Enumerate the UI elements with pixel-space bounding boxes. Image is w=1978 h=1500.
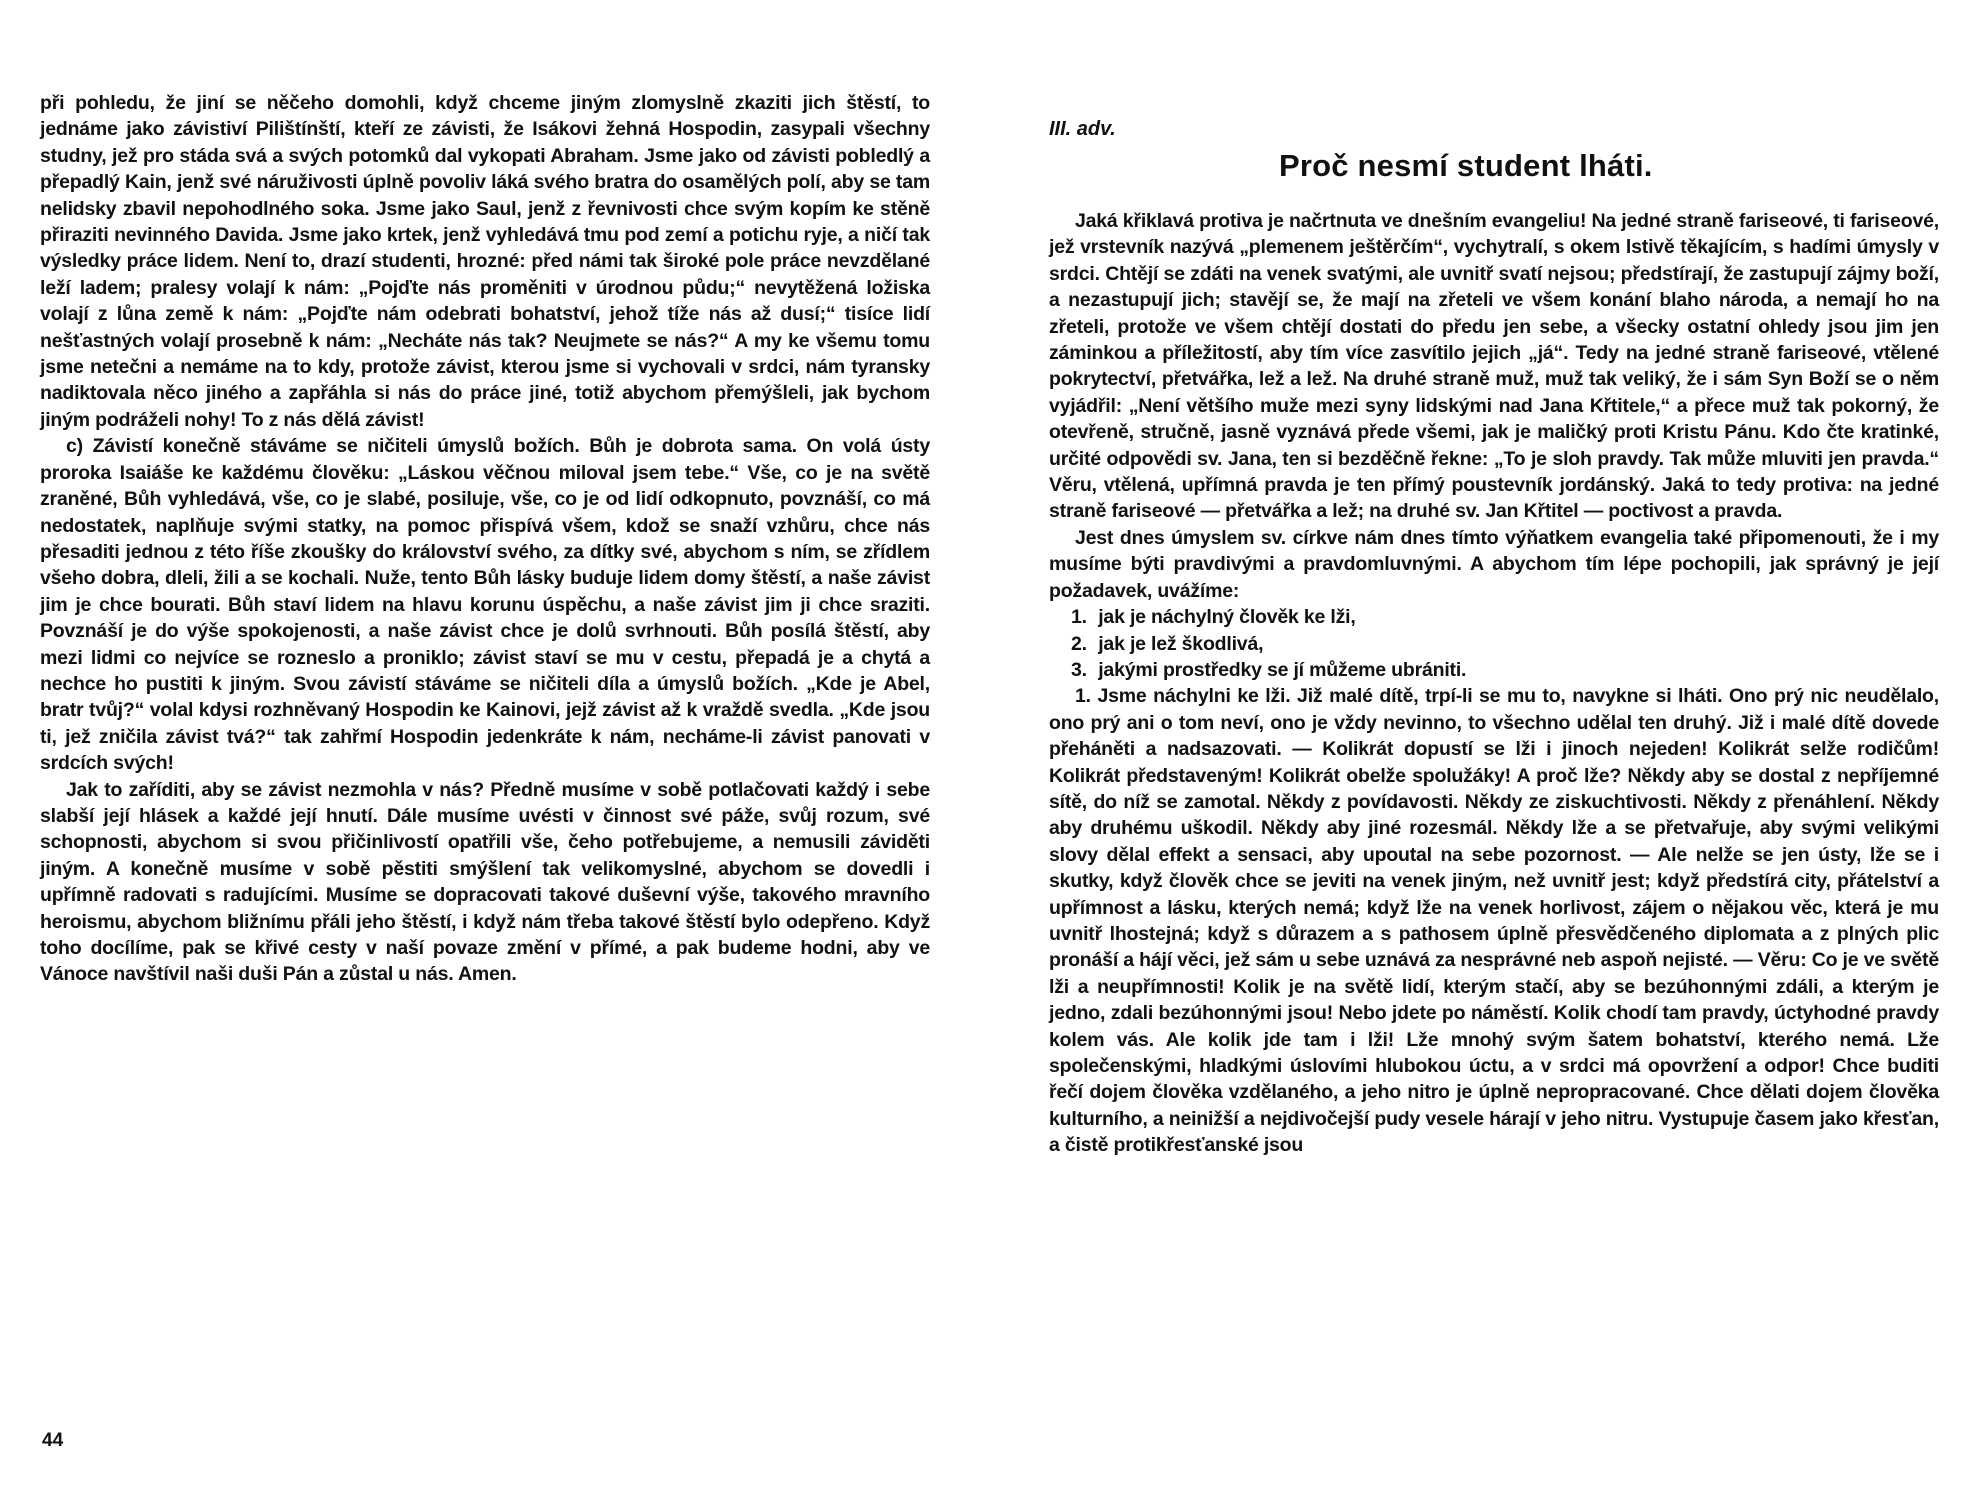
paragraph: c) Závistí konečně stáváme se ničiteli úmyslů božích. Bůh je dobrota sama. On volá ústy proroka Isaiáše ke každému člověku: „Láskou věčnou miloval jsem tebe.“ Vše, co je na světě zraněné, Bůh vyhledává, vše, co je slabé, posiluje, vše, co je od lidí odkopnuto, povznáší, co má nedostatek, naplňuje svými statky, na pomoc přispívá všem, kdož se snaží vzhůru, chce nás přesaditi jednou z této říše zkoušky do království svého, za dítky své, abychom s ním, se zřídlem všeho dobra, dleli, žili a se kochali. Nuže, tento Bůh lásky buduje lidem domy štěstí, a naše závist jim je chce bourati. Bůh staví lidem na hlavu korunu úspěchu, a naše závist jim ji chce sraziti. Povznáší je do výše spokojenosti, a naše závist chce je dolů svrhnouti. Bůh posílá štěstí, aby mezi lidmi co nejvíce se rozneslo a proniklo; závist staví se mu v cestu, přepadá je a chytá a nechce ho pustiti k jiným. Svou závistí stáváme se ničiteli díla a úmyslů božích. „Kde je Abel, bratr tvůj?“ volal kdysi rozhněvaný Hospodin ke Kainovi, jejž závist až k vraždě svedla. „Kde jsou ti, jež zničila závist tvá?“ tak zahřmí Hospodin jedenkráte k nám, necháme-li závist panovati v srdcích svých! xyxy=(40,435,930,775)
outline-list xyxy=(1049,604,1939,683)
list-text: jak je náchylný člověk ke lži, xyxy=(1098,606,1356,629)
right-text-column xyxy=(1049,208,1939,1159)
list-item xyxy=(1049,631,1939,657)
paragraph: Jaká křiklavá protiva je načrtnuta ve dnešním evangeliu! Na jedné straně fariseové, ti fariseové, jež vrstevník nazývá „plemenem ještěrčím“, vychytralí, s okem lstivě těkajícím, s hadími úmysly v srdci. Chtějí se zdáti na venek svatými, ale uvnitř svatí nejsou; předstírají, že zastupují zájmy boží, a nezastupují jich; stavějí se, že mají na zřeteli ve všem konání blaho národa, a nemají ho na zřeteli, protože ve všem chtějí dostati do předu jen sebe, a všecky ostatní ohledy jsou jim jen záminkou a příležitostí, aby tím více zasvítilo jejich „já“. Tedy na jedné straně fariseové, vtělené pokrytectví, přetvářka, lež a lež. Na druhé straně muž, muž tak veliký, že i sám Syn Boží se o něm vyjádřil: „Není většího muže mezi syny lidskými nad Jana Křtitele,“ a přece muž tak pokorný, že otevřeně, stručně, jasně vyznává přede všemi, jak je maličký proti Kristu Pánu. Kdo čte kratinké, určité odpovědi sv. Jana, ten si bezděčně řekne: „To je sloh pravdy. Tak může mluviti jen pravda.“ Věru, vtělená, upřímná pravda je ten přímý poustevník jordánský. Jaká to tedy protiva: na jedné straně fariseové — přetvářka a lež; na druhé sv. Jan Křtitel — poctivost a pravda. xyxy=(1049,210,1939,523)
page-title: Proč nesmí student lháti. xyxy=(1279,148,1653,183)
list-item xyxy=(1049,657,1939,683)
right-page xyxy=(989,0,1978,1500)
list-item xyxy=(1049,604,1939,630)
paragraph: Jak to zaříditi, aby se závist nezmohla v nás? Předně musíme v sobě potlačovati každý i sebe slabší její hlásek a každé její hnutí. Dále musíme uvésti v činnost své páže, svůj rozum, své schopnosti, abychom si svou přičinlivostí opatřili vše, čeho potřebujeme, a nemusili záviděti jiným. A konečně musíme v sobě pěstiti smýšlení tak velikomyslné, abychom se dovedli i upřímně radovati s radujícími. Musíme se dopracovati takové duševní výše, takového mravního heroismu, abychom bližnímu přáli jeho štěstí, i když nám třeba takové štěstí bylo odepřeno. Když toho docílíme, pak se křivé cesty v naší povaze změní v přímé, a pak budeme hodni, aby ve Vánoce navštívil naši duši Pán a zůstal u nás. Amen. xyxy=(40,778,930,986)
left-text-column xyxy=(40,90,930,988)
list-number: 3. xyxy=(1071,658,1087,681)
paragraph: při pohledu, že jiní se něčeho domohli, když chceme jiným zlomyslně zkaziti jich štěstí, to jednáme jako závistiví Pilištínští, kteří ze závisti, že Isákovi žehná Hospodin, zasypali všechny studny, jež pro stáda svá a svých potomků dal vykopati Abraham. Jsme jako od závisti pobledlý a přepadlý Kain, jenž své náruživosti úplně povoliv láká svého bratra do osamělých polí, aby se tam nelidsky zbavil nepohodlného soka. Jsme jako Saul, jenž z řevnivosti chce svým kopím ke stěně přiraziti nevinného Davida. Jsme jako krtek, jenž vyhledává tmu pod zemí a potichu ryje, a ničí tak výsledky práce lidem. Není to, drazí studenti, hrozné: před námi tak široké pole práce nevzdělané leží ladem; pralesy volají k nám: „Pojďte nás proměniti v úrodnou půdu;“ nevytěžená ložiska volají z lůna země k nám: „Pojďte nám odebrati bohatství, jehož tíže nás až dusí;“ tisíce lidí nešťastných volají prosebně k nám: „Necháte nás tak? Neujmete se nás?“ A my ke všemu tomu jsme netečni a nemáme na to kdy, protože závist, kterou jsme si vychovali v srdci, nám tyransky nadiktovala něco jiného a zapřáhla si nás do práce jiné, totiž abychom přemýšleli, jak bychom jiným podráželi nohy! To z nás dělá závist! xyxy=(40,92,930,431)
list-number: 1. xyxy=(1071,606,1087,629)
paragraph: 1. Jsme náchylni ke lži. Již malé dítě, trpí-li se mu to, navykne si lháti. Ono prý nic neudělalo, ono prý ani o tom neví, ono je vždy nevinno, to všechno udělal ten druhý. Již i malé dítě dovede přeháněti a nadsazovati. — Kolikrát dopustí se lži i jinoch nejeden! Kolikrát selže rodičům! Kolikrát představeným! Kolikrát obelže spolužáky! A proč lže? Někdy aby se dostal z nepříjemné sítě, do níž se zamotal. Někdy z povídavosti. Někdy ze ziskuchtivosti. Někdy z přenáhlení. Někdy aby druhému uškodil. Někdy aby jiné rozesmál. Někdy lže a se přetvařuje, aby svými velikými slovy dělal effekt a sensaci, aby upoutal na sebe pozornost. — Ale nelže se jen ústy, lže se i skutky, když člověk chce se jeviti na venek jiným, než uvnitř jest; když předstírá city, přátelství a upřímnost a lásku, kterých nemá; když lže na venek horlivost, zájem o nějakou věc, která je mu uvnitř lhostejná; když s důrazem a s pathosem úplně přesvědčeného diplomata a z plných plic pronáší a hájí věci, jež sám u sebe uznává za nesprávné neb aspoň nejisté. — Věru: Co je ve světě lži a neupřímnosti! Kolik je na světě lidí, kterým stačí, aby se bezúhonnými zdáli, a kterým je jedno, zdali bezúhonnými jsou! Nebo jdete po náměstí. Kolik chodí tam pravdy, úctyhodné pravdy kolem vás. Ale kolik jde tam i lži! Lže mnohý svým šatem bohatství, kterého nemá. Lže společenskými, hladkými úslovími hlubokou úctu, a v srdci má opovržení a odpor! Chce buditi řečí dojem člověka vzdělaného, a jeho nitro je úplně nepropracované. Chce dělati dojem člověka kulturního, a neinižší a nejdivočejší pudy vesele hárají v jeho nitru. Vystupuje časem jako křesťan, a čistě protikřesťanské jsou xyxy=(1049,685,1939,1157)
list-number: 2. xyxy=(1071,632,1087,655)
section-tag: III. adv. xyxy=(1049,118,1116,140)
paragraph: Jest dnes úmyslem sv. církve nám dnes tímto výňatkem evangelia také připomenouti, že i my musíme býti pravdivými a pravdomluvnými. A abychom tím lépe pochopili, jak správný je její požadavek, uvážíme: xyxy=(1049,526,1939,602)
page-number: 44 xyxy=(42,1430,64,1451)
list-text: jakými prostředky se jí můžeme ubrániti. xyxy=(1098,658,1467,681)
list-text: jak je lež škodlivá, xyxy=(1098,632,1264,655)
